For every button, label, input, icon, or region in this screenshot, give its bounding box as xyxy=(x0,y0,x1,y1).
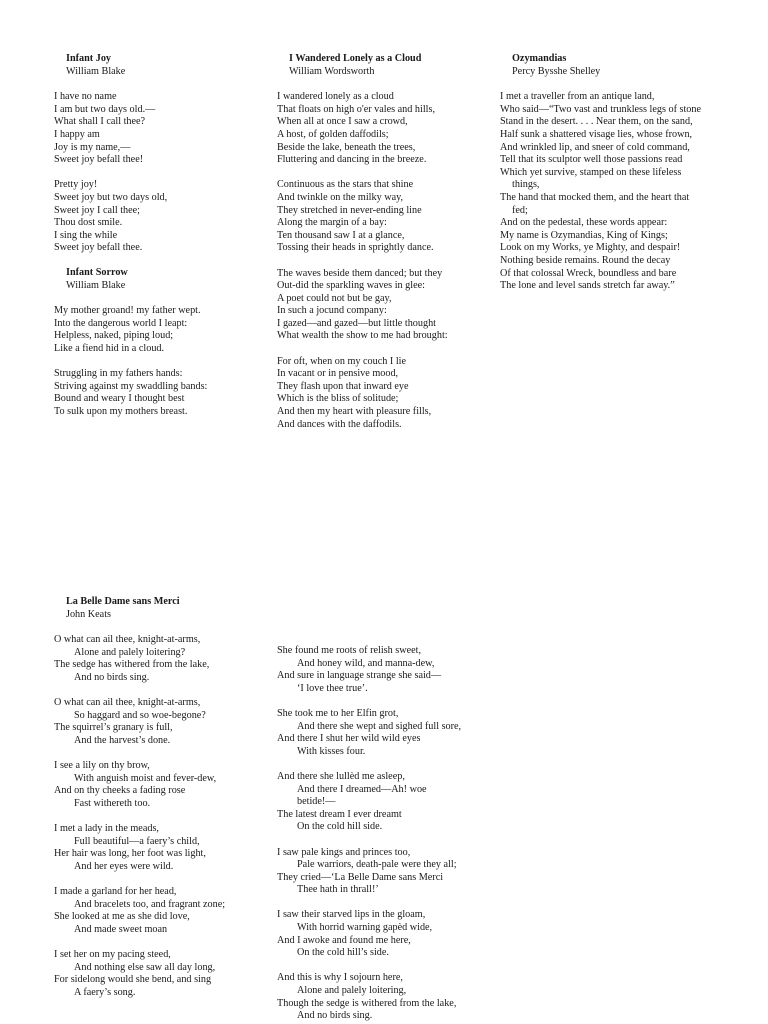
poem-author: Percy Bysshe Shelley xyxy=(512,65,601,77)
poem-line: And no birds sing. xyxy=(74,671,150,683)
stanza xyxy=(277,645,482,695)
poem-title: Infant Sorrow xyxy=(66,267,128,278)
poem-line: I have no name xyxy=(54,91,117,103)
stanza xyxy=(500,91,705,293)
poem-line: I set her on my pacing steed, xyxy=(54,949,171,961)
poem-line: A faery’s song. xyxy=(74,986,136,998)
stanza xyxy=(54,886,269,936)
poem-line: And this is why I sojourn here, xyxy=(277,972,403,984)
poem-line: Continuous as the stars that shine xyxy=(277,179,414,191)
poem-line: Alone and palely loitering, xyxy=(297,985,407,997)
poem-line: And on the pedestal, these words appear: xyxy=(500,217,668,229)
poem-line: ‘I love thee true’. xyxy=(297,682,368,694)
poem-author: William Wordsworth xyxy=(289,65,375,77)
poem-infant-joy xyxy=(54,53,254,255)
poem-title: Infant Joy xyxy=(66,53,112,64)
poem-line: That floats on high o'er vales and hills, xyxy=(277,103,436,115)
poem-line: Out-did the sparkling waves in glee: xyxy=(277,280,425,292)
poem-line: Which is the bliss of solitude; xyxy=(277,393,399,405)
poem-line: O what can ail thee, knight-at-arms, xyxy=(54,634,201,646)
poem-line: And wrinkled lip, and sneer of cold command, xyxy=(500,141,690,153)
poem-line: Pretty joy! xyxy=(54,179,98,191)
poem-line: And there I shut her wild wild eyes xyxy=(277,733,421,745)
poem-line: I wandered lonely as a cloud xyxy=(277,91,394,103)
poem-line: So haggard and so woe-begone? xyxy=(74,709,206,721)
poem-line: Joy is my name,— xyxy=(54,141,131,153)
poem-line: What wealth the show to me had brought: xyxy=(277,330,448,342)
poem-line: And dances with the daffodils. xyxy=(277,418,402,430)
poem-line: They flash upon that inward eye xyxy=(277,380,409,392)
poem-title: I Wandered Lonely as a Cloud xyxy=(289,53,422,64)
poem-line: Thou dost smile. xyxy=(54,217,123,229)
poem-line: Bound and weary I thought best xyxy=(54,393,185,405)
poem-line: On the cold hill side. xyxy=(297,821,383,833)
stanza xyxy=(54,91,254,167)
poem-line: I gazed—and gazed—but little thought xyxy=(277,317,436,329)
poem-line: Which yet survive, stamped on these lifeless things, xyxy=(500,166,682,191)
stanza xyxy=(54,760,269,810)
poem-line: Along the margin of a bay: xyxy=(277,217,387,229)
poem-line: They cried—‘La Belle Dame sans Merci xyxy=(277,871,444,883)
poem-line: She looked at me as she did love, xyxy=(54,911,190,923)
poem-ozymandias xyxy=(500,53,705,293)
poem-line: Nothing beside remains. Round the decay xyxy=(500,254,671,266)
stanza xyxy=(54,179,254,255)
poem-line: Tossing their heads in sprightly dance. xyxy=(277,242,434,254)
poem-line: The hand that mocked them, and the heart that fed; xyxy=(500,191,690,216)
poem-line: In vacant or in pensive mood, xyxy=(277,368,399,380)
poem-line: Helpless, naked, piping loud; xyxy=(54,330,174,342)
stanza xyxy=(54,697,269,747)
stanza xyxy=(277,847,482,897)
poem-line: And made sweet moan xyxy=(74,923,168,935)
poem-line: Pale warriors, death-pale were they all; xyxy=(297,859,457,871)
poem-line: For oft, when on my couch I lie xyxy=(277,355,407,367)
poem-line: Into the dangerous world I leapt: xyxy=(54,317,188,329)
poem-line: Sweet joy I call thee; xyxy=(54,204,140,216)
poem-line: Half sunk a shattered visage lies, whose frown, xyxy=(500,128,693,140)
poem-line: And there I dreamed—Ah! woe betide!— xyxy=(297,783,427,808)
poem-line: O what can ail thee, knight-at-arms, xyxy=(54,697,201,709)
stanza xyxy=(54,368,254,418)
poem-line: Sweet joy befall thee. xyxy=(54,242,143,254)
poem-infant-sorrow xyxy=(54,267,254,419)
poem-line: The squirrel’s granary is full, xyxy=(54,722,173,734)
poem-line: Fast withereth too. xyxy=(74,797,151,809)
poem-la-belle-dame-continued xyxy=(277,645,482,1023)
stanza xyxy=(277,91,492,167)
poem-line: Tell that its sculptor well those passions read xyxy=(500,154,683,166)
poem-line: With kisses four. xyxy=(297,745,366,757)
poem-line: Struggling in my fathers hands: xyxy=(54,368,183,380)
poem-line: She took me to her Elfin grot, xyxy=(277,707,399,719)
poem-line: And twinkle on the milky way, xyxy=(277,191,404,203)
poem-line: With anguish moist and fever-dew, xyxy=(74,772,217,784)
poem-line: They stretched in never-ending line xyxy=(277,204,422,216)
stanza xyxy=(277,268,492,344)
poem-title: Ozymandias xyxy=(512,53,567,64)
poem-line: Though the sedge is withered from the lake, xyxy=(277,997,457,1009)
poem-line: The lone and level sands stretch far away.” xyxy=(500,280,675,292)
stanza xyxy=(277,909,482,959)
poem-author: William Blake xyxy=(66,65,126,77)
poem-line: Look on my Works, ye Mighty, and despair! xyxy=(500,242,681,254)
poem-line: And there she wept and sighed full sore, xyxy=(297,720,462,732)
poem-line: I am but two days old.— xyxy=(54,103,156,115)
poem-line: The sedge has withered from the lake, xyxy=(54,659,210,671)
poem-line: I met a lady in the meads, xyxy=(54,823,159,835)
poem-line: And I awoke and found me here, xyxy=(277,934,411,946)
poem-line: I happy am xyxy=(54,128,100,140)
poem-line: And the harvest’s done. xyxy=(74,734,171,746)
poem-line: With horrid warning gapèd wide, xyxy=(297,922,433,934)
poem-line: And her eyes were wild. xyxy=(74,860,174,872)
poem-line: Of that colossal Wreck, boundless and bare xyxy=(500,267,677,279)
poem-line: A host, of golden daffodils; xyxy=(277,128,389,140)
poem-line: The latest dream I ever dreamt xyxy=(277,808,402,820)
poem-line: Striving against my swaddling bands: xyxy=(54,380,208,392)
poem-line: And on thy cheeks a fading rose xyxy=(54,785,186,797)
stanza xyxy=(277,356,492,432)
poem-line: A poet could not but be gay, xyxy=(277,292,392,304)
poem-line: And there she lullèd me asleep, xyxy=(277,770,405,782)
poem-line: Her hair was long, her foot was light, xyxy=(54,848,206,860)
poem-line: Ten thousand saw I at a glance, xyxy=(277,229,405,241)
stanza xyxy=(54,823,269,873)
poem-line: She found me roots of relish sweet, xyxy=(277,645,422,656)
poem-line: When all at once I saw a crowd, xyxy=(277,116,408,128)
stanza xyxy=(54,305,254,355)
poem-line: Alone and palely loitering? xyxy=(74,646,186,658)
poem-title: La Belle Dame sans Merci xyxy=(66,596,180,607)
poem-author: John Keats xyxy=(66,608,111,620)
poem-line: Sweet joy befall thee! xyxy=(54,154,144,166)
poem-line: And then my heart with pleasure fills, xyxy=(277,406,432,418)
poem-line: Sweet joy but two days old, xyxy=(54,191,168,203)
poem-line: I saw pale kings and princes too, xyxy=(277,846,411,858)
poem-line: And nothing else saw all day long, xyxy=(74,961,216,973)
poem-line: To sulk upon my mothers breast. xyxy=(54,405,188,417)
poem-line: I made a garland for her head, xyxy=(54,886,177,898)
poem-line: I see a lily on thy brow, xyxy=(54,760,150,772)
poem-author: William Blake xyxy=(66,279,126,291)
poem-line: Like a fiend hid in a cloud. xyxy=(54,342,165,354)
poem-line: Stand in the desert. . . . Near them, on the sand, xyxy=(500,116,693,128)
stanza xyxy=(277,972,482,1022)
poem-line: And honey wild, and manna-dew, xyxy=(297,657,435,669)
poem-line: For sidelong would she bend, and sing xyxy=(54,974,212,986)
poem-line: Thee hath in thrall!’ xyxy=(297,884,379,896)
poem-i-wandered-lonely xyxy=(277,53,492,431)
poem-line: Fluttering and dancing in the breeze. xyxy=(277,154,427,166)
stanza xyxy=(54,634,269,684)
stanza xyxy=(277,708,482,758)
poem-line: I saw their starved lips in the gloam, xyxy=(277,909,426,921)
stanza xyxy=(54,949,269,999)
poem-line: The waves beside them danced; but they xyxy=(277,267,443,279)
poem-line: I sing the while xyxy=(54,229,118,241)
poem-line: On the cold hill’s side. xyxy=(297,947,389,959)
poem-line: Beside the lake, beneath the trees, xyxy=(277,141,416,153)
poem-line: Who said—“Two vast and trunkless legs of stone xyxy=(500,103,702,115)
poem-line: I met a traveller from an antique land, xyxy=(500,91,655,103)
poem-line: And no birds sing. xyxy=(297,1010,373,1022)
poem-line: Full beautiful—a faery’s child, xyxy=(74,835,200,847)
poem-line: My name is Ozymandias, King of Kings; xyxy=(500,229,668,241)
stanza xyxy=(277,179,492,255)
poem-line: And bracelets too, and fragrant zone; xyxy=(74,898,226,910)
poem-line: What shall I call thee? xyxy=(54,116,146,128)
stanza xyxy=(277,771,482,834)
poem-la-belle-dame xyxy=(54,596,269,999)
poem-line: In such a jocund company: xyxy=(277,305,387,317)
poem-line: And sure in language strange she said— xyxy=(277,670,442,682)
poem-line: My mother groand! my father wept. xyxy=(54,305,201,317)
